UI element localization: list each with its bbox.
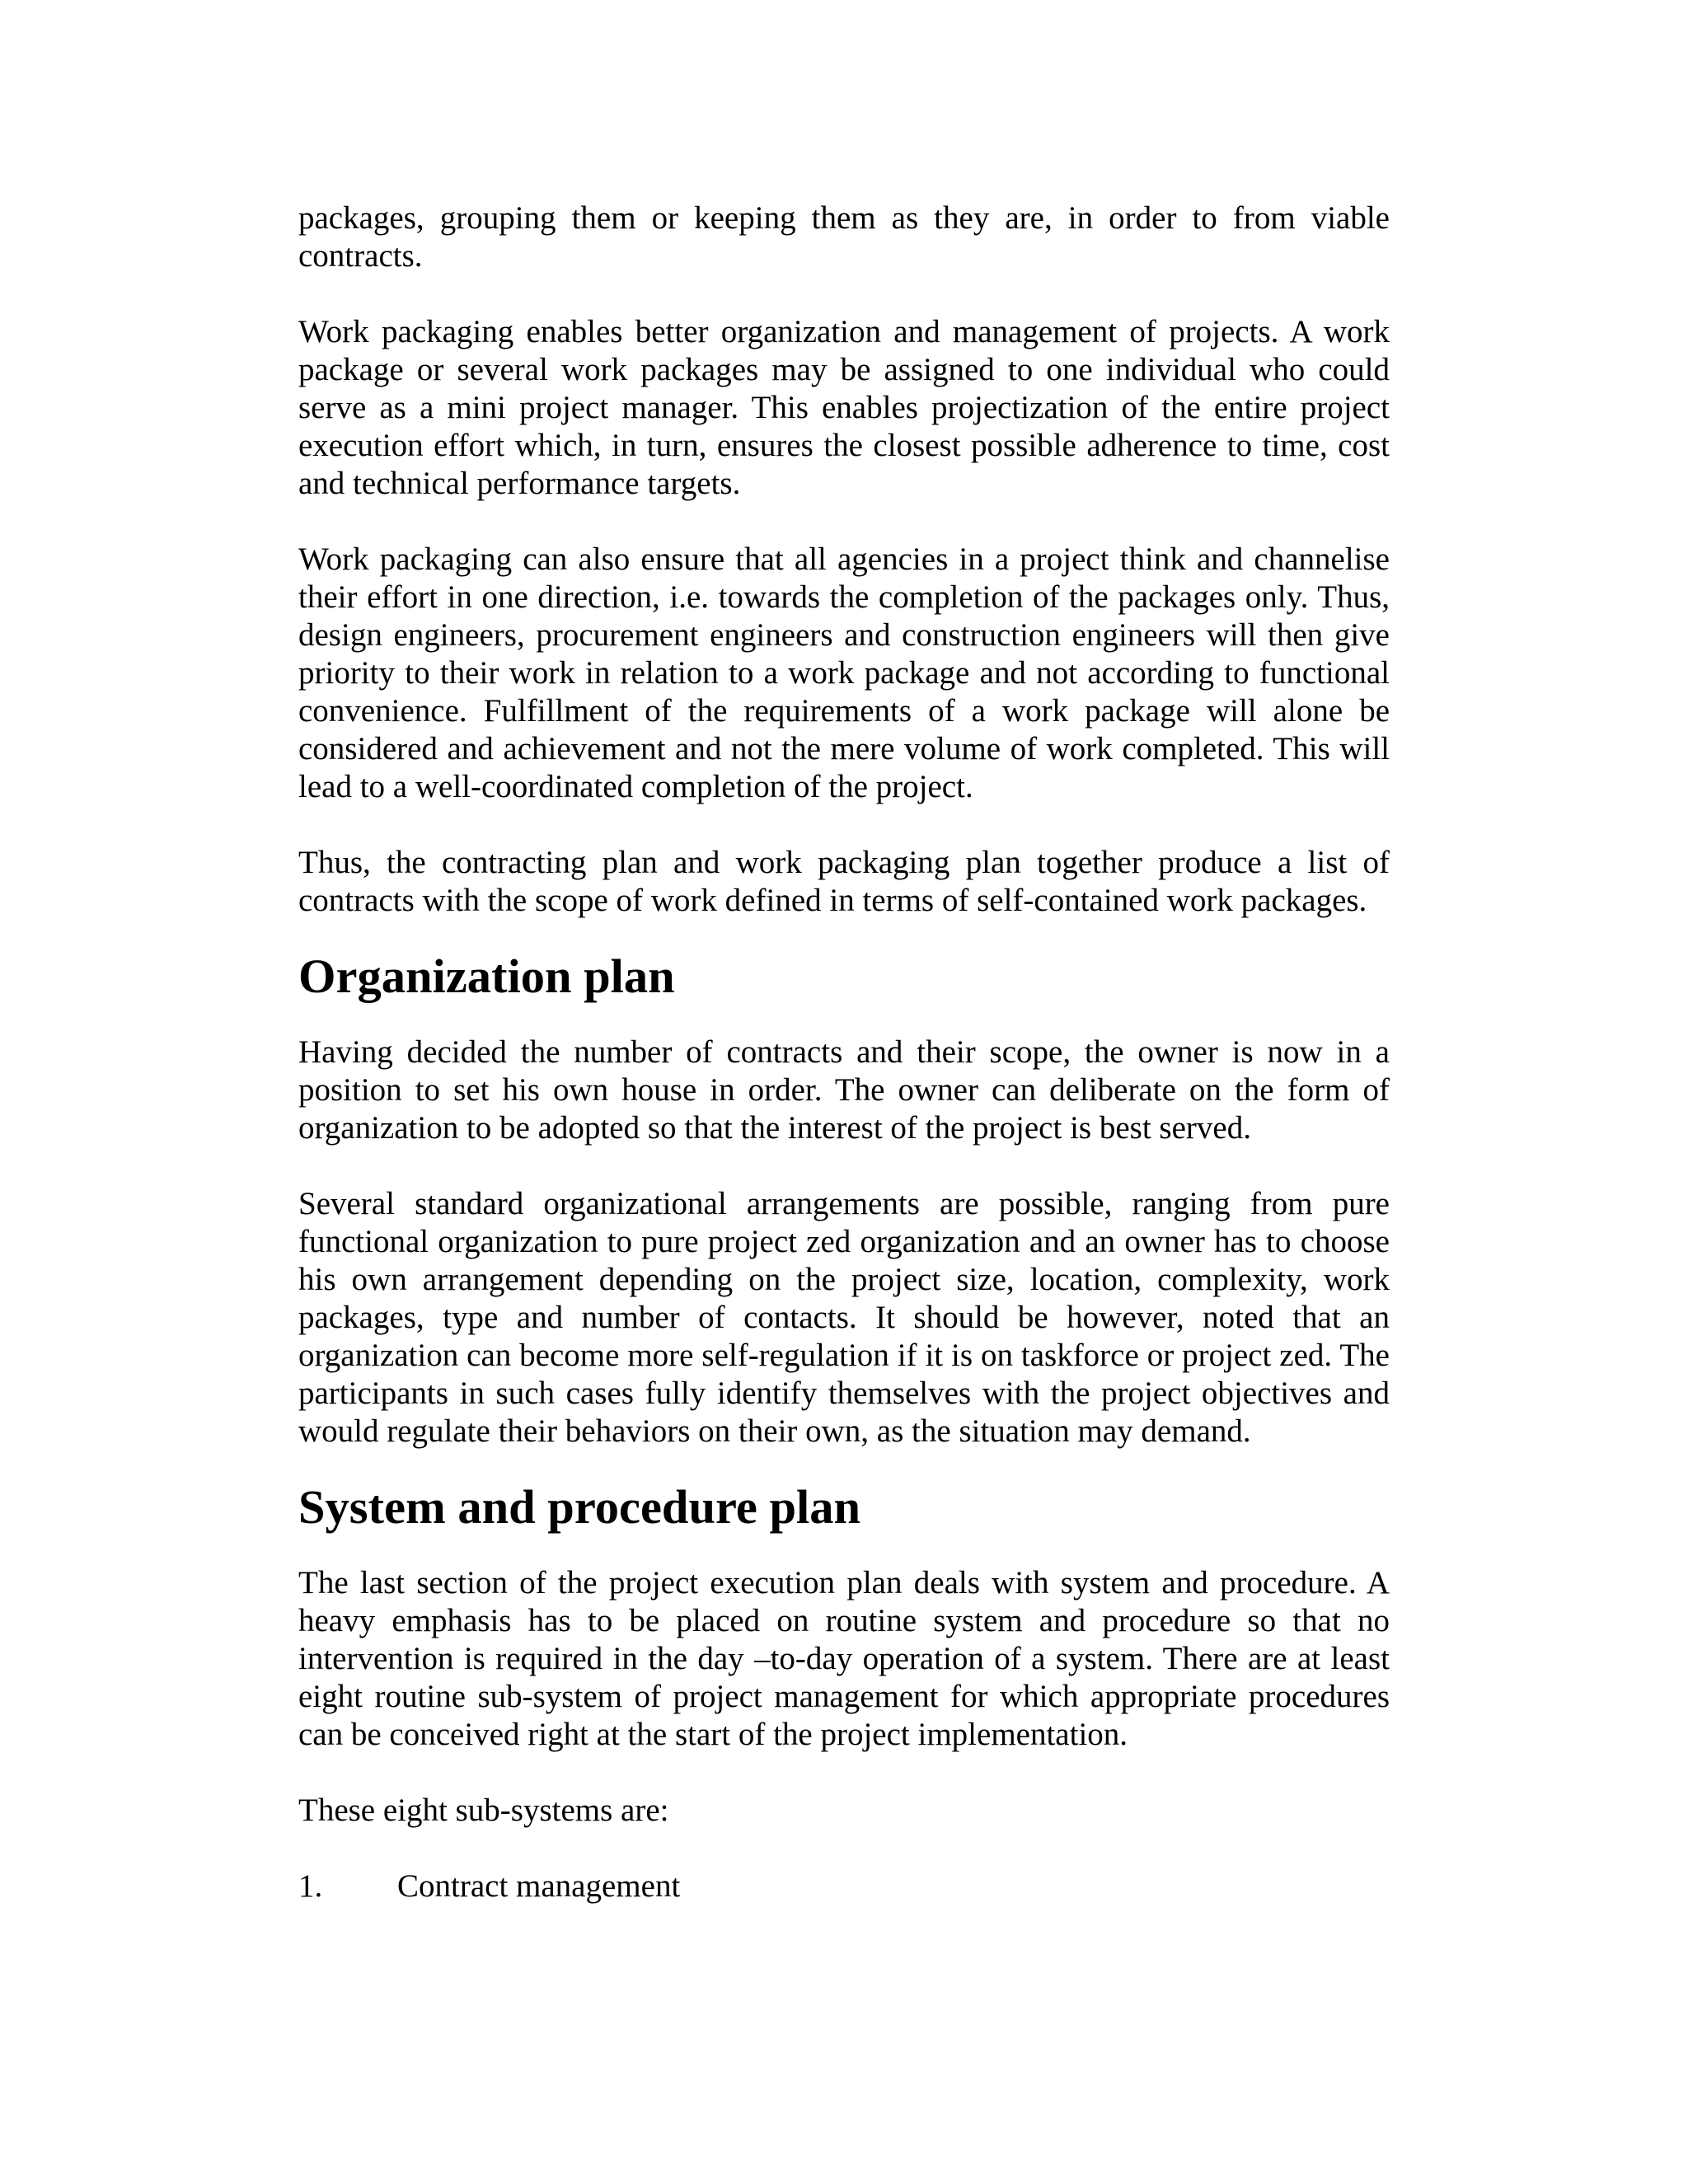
list-item <box>298 1868 1390 1905</box>
heading-organization-plan: Organization plan <box>298 949 675 1003</box>
paragraph-work-packaging-benefits: Work packaging enables better organization and management of projects. A work package or several work packages may be assigned to one individual who could serve as a mini project manager. This enables projectization of the entire project execution effort which, in turn, ensures the closest possible adherence to time, cost and technical performance targets. <box>298 314 1390 501</box>
paragraph-organization-intro: Having decided the number of contracts and their scope, the owner is now in a position to set his own house in order. The owner can deliberate on the form of organization to be adopted so that the interest of the project is best served. <box>298 1034 1390 1146</box>
page-content <box>298 199 1390 1905</box>
paragraph-system-intro: The last section of the project execution plan deals with system and procedure. A heavy emphasis has to be placed on routine system and procedure so that no intervention is required in the day –to-day operation of a system. There are at least eight routine sub-system of project management for which appropriate procedures can be conceived right at the start of the project implementation. <box>298 1565 1390 1752</box>
paragraph-subsystems-lead: These eight sub-systems are: <box>298 1793 669 1828</box>
list-item-text: Contract management <box>397 1868 681 1904</box>
paragraph-organization-arrangements: Several standard organizational arrangements are possible, ranging from pure functional organization to pure project zed organization and an owner has to choose his own arrangement depending on the project size, location, complexity, work packages, type and number of contacts. It should be however, noted that an organization can become more self-regulation if it is on taskforce or project zed. The participants in such cases fully identify themselves with the project objectives and would regulate their behaviors on their own, as the situation may demand. <box>298 1186 1390 1449</box>
paragraph-contracts-continuation: packages, grouping them or keeping them as they are, in order to from viable contracts. <box>298 200 1390 274</box>
paragraph-contracting-summary: Thus, the contracting plan and work packaging plan together produce a list of contracts with the scope of work defined in terms of self-contained work packages. <box>298 845 1390 918</box>
paragraph-work-packaging-direction: Work packaging can also ensure that all agencies in a project think and channelise their effort in one direction, i.e. towards the completion of the packages only. Thus, design engineers, procurement engineers and construction engineers will then give priority to their work in relation to a work package and not according to functional convenience. Fulfillment of the requirements of a work package will alone be considered and achievement and not the mere volume of work completed. This will lead to a well-coordinated completion of the project. <box>298 541 1390 804</box>
heading-system-procedure-plan: System and procedure plan <box>298 1480 861 1534</box>
list-item-number: 1. <box>298 1868 323 1904</box>
